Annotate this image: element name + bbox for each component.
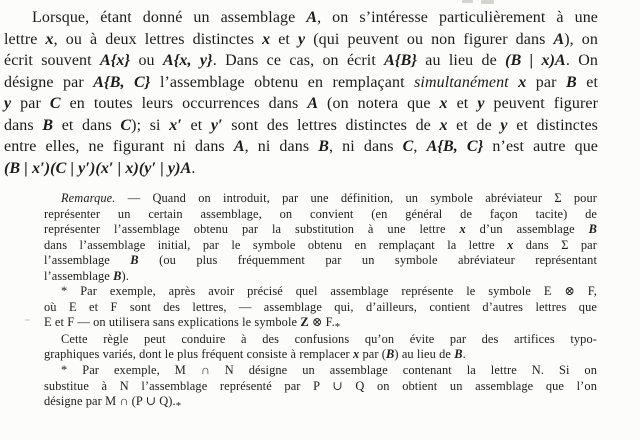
text-line xyxy=(44,191,597,207)
text-run: et xyxy=(270,30,299,48)
text-line xyxy=(44,394,597,411)
text-line xyxy=(4,7,598,29)
text-run: B xyxy=(113,268,122,283)
text-run: lettre xyxy=(4,30,46,48)
text-run: x xyxy=(459,222,466,237)
text-run: y xyxy=(477,95,485,112)
text-run: l’assemblage obtenu en remplaçant xyxy=(150,73,415,91)
text-run: ). xyxy=(121,268,129,283)
text-run: dans l’assemblage initial, par le symbole obtenu en remplaçant la lettre xyxy=(44,237,508,252)
text-line xyxy=(44,379,597,395)
text-run: C xyxy=(120,116,132,134)
text-run: ) au lieu de xyxy=(394,347,455,362)
text-line xyxy=(44,253,597,269)
text-run: par xyxy=(526,73,566,91)
text-run: A{x, y} xyxy=(162,52,213,69)
text-run: dans Σ par xyxy=(513,237,597,252)
text-run: Remarque. xyxy=(61,191,116,205)
text-run: , ni dans xyxy=(244,138,319,155)
text-run: x xyxy=(507,237,514,252)
text-run: désigne par xyxy=(4,73,94,91)
text-run: x xyxy=(518,73,527,91)
text-run: A{B, C} xyxy=(93,73,151,91)
cropped-running-head-mark xyxy=(462,0,473,3)
text-run: B xyxy=(318,138,329,155)
text-line xyxy=(4,50,598,72)
text-run: x xyxy=(352,347,360,362)
text-line xyxy=(4,29,598,51)
text-line xyxy=(44,238,597,254)
text-run: B xyxy=(588,222,597,237)
text-line xyxy=(44,269,597,285)
text-run: au lieu de xyxy=(417,52,506,69)
text-line xyxy=(44,207,597,223)
text-run: (qui peuvent ou non figurer dans xyxy=(305,30,554,48)
text-run: A xyxy=(306,9,318,26)
cropped-running-head-mark xyxy=(481,0,494,4)
text-run xyxy=(509,74,518,91)
text-run: A{B} xyxy=(384,52,418,69)
text-run: où E et F sont des lettres, — assemblage qui, d’ailleurs, contient d’autres lettres que xyxy=(44,299,597,314)
text-run: * Par exemple, M ∩ N désigne un assemblage contenant la lettre N. Si on xyxy=(61,363,597,378)
text-run: x xyxy=(439,116,448,134)
text-run: B xyxy=(454,347,463,362)
text-run: B xyxy=(42,116,54,134)
text-line xyxy=(44,284,597,300)
remark-block xyxy=(44,191,597,411)
text-run: A xyxy=(553,30,565,48)
text-run: , ou à deux lettres distinctes xyxy=(53,30,263,48)
text-run: sont des lettres distinctes de xyxy=(222,116,440,134)
text-run: y xyxy=(298,30,306,48)
text-run: E et F — on utilisera sans explications le symbole xyxy=(44,315,301,330)
text-run: C xyxy=(49,95,61,112)
text-run: n’est autre que xyxy=(483,138,599,155)
text-run: entre elles, ne figurant ni dans xyxy=(4,138,234,155)
text-run: et dans xyxy=(53,116,121,134)
text-run: Z xyxy=(300,315,309,330)
text-run: y xyxy=(500,116,508,134)
text-run: simultanément xyxy=(414,73,509,91)
text-run: C xyxy=(402,138,414,155)
text-run: dans xyxy=(4,116,43,134)
text-line xyxy=(44,347,597,363)
text-run: écrit souvent xyxy=(4,52,100,69)
text-run: A xyxy=(233,138,245,155)
text-line xyxy=(44,315,597,332)
text-run: * xyxy=(334,320,341,333)
text-run: , ni dans xyxy=(329,138,403,155)
text-run: x xyxy=(439,95,448,112)
text-run: . xyxy=(191,159,196,177)
text-run: B xyxy=(565,73,577,91)
text-run: peuvent figurer xyxy=(484,95,599,112)
text-line xyxy=(44,222,597,238)
text-run: * xyxy=(175,399,182,412)
text-run: graphiques variés, dont le plus fréquent consiste à remplacer xyxy=(44,347,353,362)
text-run: et xyxy=(576,73,598,91)
text-run: et xyxy=(447,95,478,112)
text-run: (B | x)A xyxy=(505,52,566,69)
text-line xyxy=(44,300,597,316)
text-line xyxy=(44,332,597,348)
text-run: (on notera que xyxy=(318,95,440,112)
text-run: x′ xyxy=(169,116,182,134)
text-run: représenter l’assemblage obtenu par la substitution à une lettre xyxy=(44,222,460,237)
text-run: par xyxy=(11,95,50,112)
text-run: et xyxy=(181,116,211,134)
text-run: par ( xyxy=(359,347,387,362)
text-run: , xyxy=(413,138,427,155)
text-run: — Quand on introduit, par une définition, un symbole abréviateur Σ pour xyxy=(115,191,597,205)
text-run: x xyxy=(262,30,271,48)
text-run: A xyxy=(307,95,319,112)
text-run: . xyxy=(462,347,466,362)
text-run: représenter un certain assemblage, on convient (en général de façon tacite) de xyxy=(44,206,597,221)
text-run: A{x} xyxy=(99,52,131,69)
text-run: y xyxy=(4,95,12,112)
text-run: . Dans ce cas, on écrit xyxy=(212,52,385,69)
text-line xyxy=(4,115,598,137)
text-line xyxy=(4,158,598,180)
text-run: (B | x′)(C | y′)(x′ | x)(y′ | y)A xyxy=(4,159,192,177)
text-run: (ou plus fréquemment par un symbole abréviateur représentant xyxy=(138,253,597,268)
text-run: ); si xyxy=(131,116,170,134)
text-run: y′ xyxy=(210,116,223,134)
text-run: ou xyxy=(130,52,163,69)
text-line xyxy=(44,363,597,379)
text-line xyxy=(4,72,598,94)
text-run: substitue à N l’assemblage représenté par P ∪ Q on obtient un assemblage que l’on xyxy=(44,378,597,393)
main-paragraph xyxy=(4,7,598,179)
text-run: ), on xyxy=(564,30,598,48)
text-run: et distinctes xyxy=(507,116,598,134)
text-line xyxy=(4,93,598,115)
text-run: et de xyxy=(447,116,501,134)
text-run: B xyxy=(130,253,139,268)
text-run: A{B, C} xyxy=(426,138,484,155)
text-run: . On xyxy=(565,52,598,69)
text-run: B xyxy=(386,347,395,362)
scan-speck xyxy=(25,319,30,321)
text-run: l’assemblage xyxy=(44,253,131,268)
text-run: Lorsque, étant donné un assemblage xyxy=(32,9,307,26)
text-run: , on s’intéresse particulièrement à une xyxy=(317,9,598,26)
text-run: Cette règle peut conduire à des confusions qu’on évite par des artifices typo- xyxy=(61,331,597,346)
text-line xyxy=(4,136,598,158)
text-run: d’un assemblage xyxy=(465,222,589,237)
text-run: * Par exemple, après avoir précisé quel assemblage représente le symbole E ⊗ F, xyxy=(61,284,597,299)
text-run: désigne par M ∩ (P ∪ Q). xyxy=(44,394,176,409)
text-run: x xyxy=(45,30,54,48)
text-run: l’assemblage xyxy=(44,268,114,283)
text-run: en toutes leurs occurrences dans xyxy=(60,95,308,112)
text-run: ⊗ F. xyxy=(308,315,335,330)
